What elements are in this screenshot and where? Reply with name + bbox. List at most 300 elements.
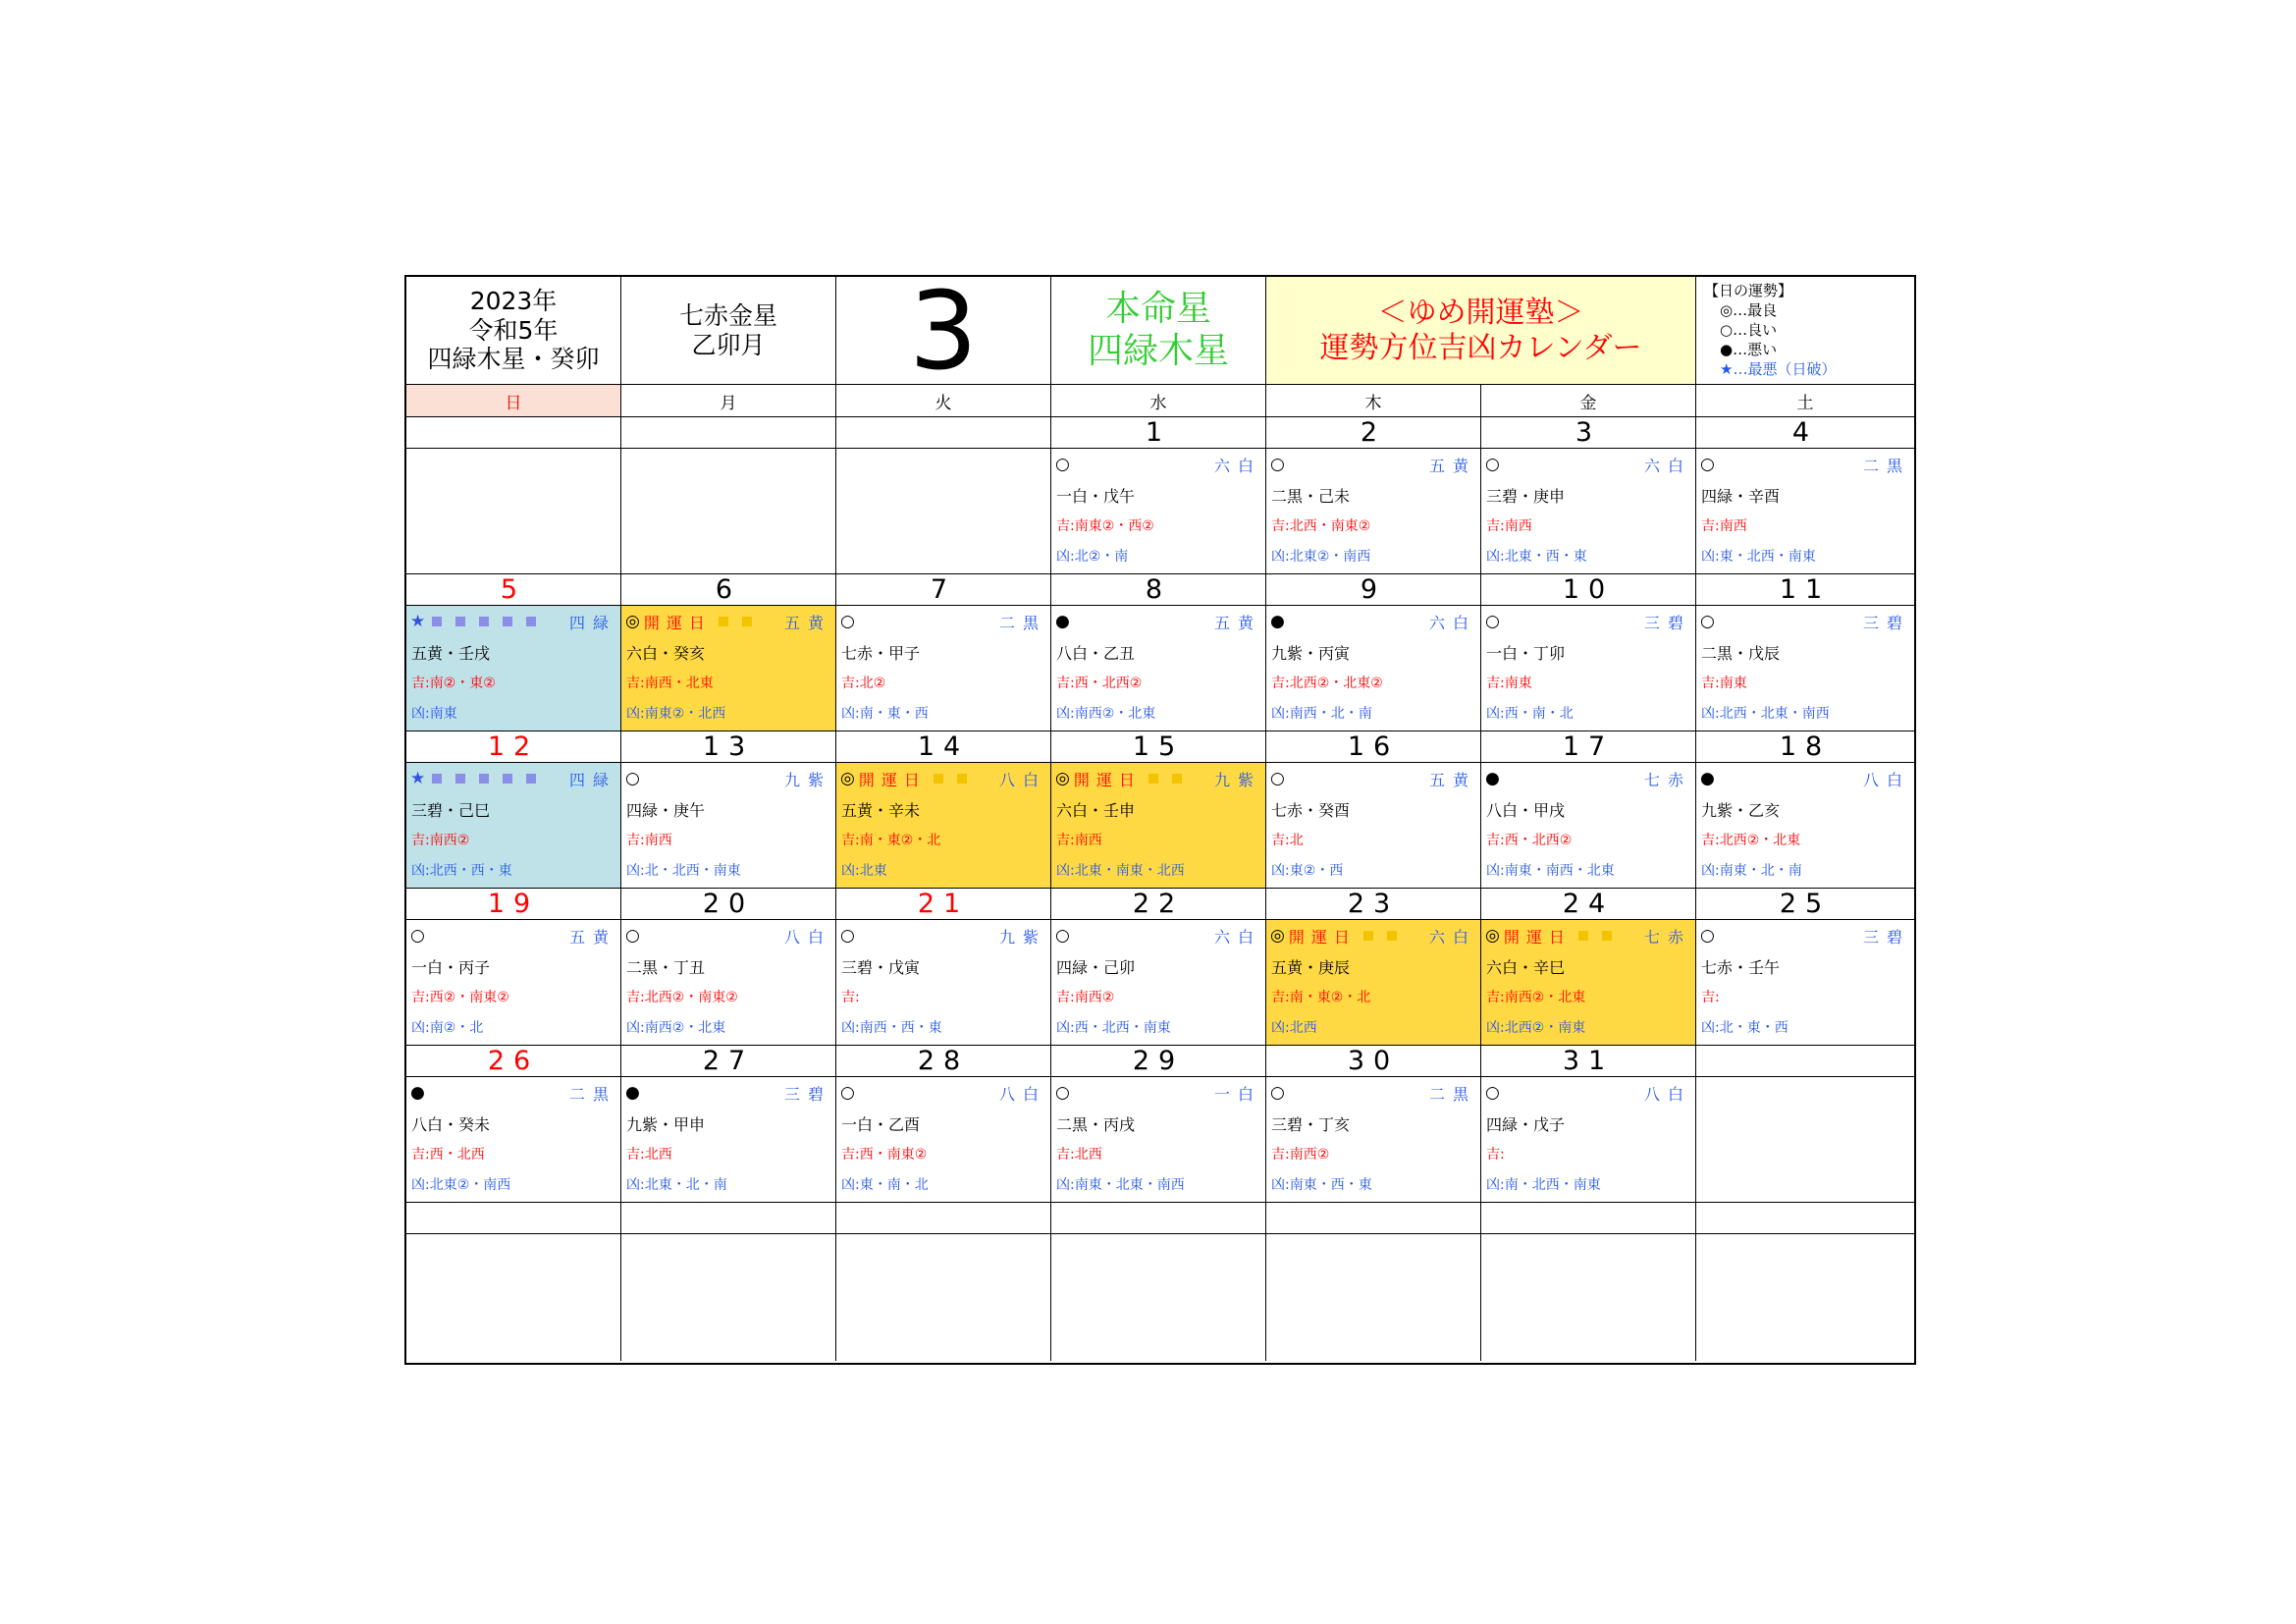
fortune-row: [1055, 610, 1261, 633]
day-cell: [1051, 762, 1266, 888]
fortune-row: [1700, 453, 1910, 476]
nine-star-label: 二黒: [568, 1084, 616, 1104]
kanshi-text: 二黒・丁丑: [626, 958, 706, 977]
lucky-directions: 吉:南西: [626, 833, 672, 848]
nine-star-label: 五黄: [1428, 456, 1476, 475]
day-number-cell: 2: [1266, 416, 1481, 448]
fortune-mark: ●: [1700, 769, 1715, 788]
fortune-left: [840, 768, 974, 790]
square-icon: [455, 774, 465, 784]
kanshi-text: 八白・乙丑: [1056, 644, 1136, 663]
fortune-mark: ○: [1485, 612, 1500, 631]
kanshi-text: 六白・辛巳: [1486, 958, 1566, 977]
day-cell: [836, 1076, 1051, 1202]
day-cell: [406, 1076, 621, 1202]
kanshi-text: 二黒・丙戌: [1056, 1115, 1136, 1134]
nine-star-label: 七赤: [1643, 927, 1691, 947]
unlucky-directions: 凶:西・南・北: [1486, 706, 1574, 722]
day-number-cell: 11: [1696, 573, 1914, 605]
lucky-directions: 吉:南西②: [411, 833, 470, 848]
fortune-left: [1270, 612, 1285, 631]
month-number: 3: [909, 267, 978, 394]
title-main: 運勢方位吉凶カレンダー: [1319, 330, 1642, 365]
day-cell: [1481, 448, 1696, 573]
square-icon: [1602, 931, 1612, 941]
fortune-left: [625, 1083, 640, 1103]
fortune-left: [1055, 455, 1070, 474]
unlucky-directions: 凶:北東②・南西: [1271, 549, 1371, 565]
lucky-directions: 吉:西・北西②: [1486, 833, 1573, 848]
fortune-row: [1700, 610, 1910, 633]
fortune-left: [840, 1083, 855, 1103]
fortune-row: [840, 610, 1046, 633]
lucky-directions: 吉:南東②・西②: [1056, 518, 1154, 534]
day-number-cell: 25: [1696, 888, 1914, 919]
fortune-row: [625, 767, 831, 790]
day-number-cell: 17: [1481, 731, 1696, 762]
day-cell: [836, 448, 1051, 573]
unlucky-directions: 凶:南東②・北西: [626, 706, 726, 722]
day-cell: [1696, 919, 1914, 1045]
nine-star-label: 三碧: [1862, 613, 1910, 632]
day-cell: [836, 1233, 1051, 1361]
kanshi-text: 三碧・庚申: [1486, 487, 1566, 506]
lucky-directions: 吉:南西②: [1056, 990, 1115, 1005]
day-number-cell: [1481, 1202, 1696, 1233]
day-number-cell: 24: [1481, 888, 1696, 919]
legend-best: ◎…最良: [1720, 301, 1778, 319]
fortune-mark: ★: [410, 769, 426, 788]
fortune-row: [840, 1081, 1046, 1105]
unlucky-directions: 凶:南西・西・東: [841, 1020, 942, 1036]
day-cell: [1696, 1076, 1914, 1202]
fortune-left: [625, 769, 640, 788]
fortune-left: [1270, 769, 1285, 788]
lucky-directions: 吉:北西②・北東②: [1271, 676, 1383, 691]
unlucky-directions: 凶:北西・西・東: [411, 863, 512, 879]
day-cell: [1266, 1076, 1481, 1202]
kaiun-label: 開運日: [1073, 770, 1142, 789]
day-cell: [1051, 1233, 1266, 1361]
lucky-directions: 吉:南西・北東: [626, 676, 714, 691]
square-icon: [455, 617, 465, 626]
lucky-directions: 吉:南・東②・北: [841, 833, 941, 848]
nine-star-label: 九紫: [1213, 770, 1261, 789]
unlucky-directions: 凶:北東・南東・北西: [1056, 863, 1185, 879]
lucky-directions: 吉:北西: [1056, 1147, 1102, 1163]
day-number-cell: 6: [621, 573, 836, 605]
fortune-mark: ○: [840, 1083, 855, 1103]
day-number-cell: [1266, 1202, 1481, 1233]
day-number-cell: [406, 416, 621, 448]
fortune-row: [625, 610, 831, 633]
day-number-cell: 30: [1266, 1045, 1481, 1076]
fortune-left: [1055, 768, 1189, 790]
day-cell: [406, 762, 621, 888]
day-number-cell: 7: [836, 573, 1051, 605]
fortune-row: [1485, 924, 1691, 947]
unlucky-directions: 凶:南東・北東・南西: [1056, 1177, 1185, 1193]
unlucky-directions: 凶:北西②・南東: [1486, 1020, 1586, 1036]
legend-title: 【日の運勢】: [1704, 282, 1793, 299]
day-number-cell: 26: [406, 1045, 621, 1076]
unlucky-directions: 凶:北②・南: [1056, 549, 1129, 565]
lucky-directions: 吉:南西: [1701, 518, 1747, 534]
nine-star-label: 七赤: [1643, 770, 1691, 789]
fortune-left: [1700, 769, 1715, 788]
day-number-cell: [836, 416, 1051, 448]
unlucky-directions: 凶:北東・北・南: [626, 1177, 727, 1193]
unlucky-directions: 凶:東・北西・南東: [1701, 549, 1816, 565]
fortune-mark: ○: [625, 926, 640, 946]
nine-star-label: 六白: [1643, 456, 1691, 475]
day-cell: [1481, 762, 1696, 888]
nine-star-label: 六白: [1428, 613, 1476, 632]
fortune-mark: ●: [625, 1083, 640, 1103]
legend-worst: ★…最悪（日破）: [1720, 360, 1837, 378]
square-icon: [1387, 931, 1397, 941]
fortune-left: [1485, 1083, 1500, 1103]
unlucky-directions: 凶:南西②・北東: [626, 1020, 726, 1036]
day-cell: [1481, 919, 1696, 1045]
unlucky-directions: 凶:南・東・西: [841, 706, 929, 722]
day-cell: [406, 1233, 621, 1361]
kanshi-text: 四緑・庚午: [626, 801, 706, 820]
fortune-left: [840, 612, 855, 631]
lucky-directions: 吉:南東: [1701, 676, 1747, 691]
fortune-mark: ○: [1700, 455, 1715, 474]
day-cell: [406, 919, 621, 1045]
month-cell: [836, 267, 1051, 394]
lucky-directions: 吉:南東: [1486, 676, 1532, 691]
kaiun-label: 開運日: [1503, 927, 1572, 947]
day-number-cell: 15: [1051, 731, 1266, 762]
nine-star-label: 六白: [1213, 927, 1261, 947]
day-number-cell: 28: [836, 1045, 1051, 1076]
nine-star-label: 三碧: [783, 1084, 831, 1104]
fortune-left: [1485, 455, 1500, 474]
day-cell: [836, 605, 1051, 731]
fortune-mark: ◎: [1055, 769, 1070, 788]
weekday-5: 金: [1481, 384, 1696, 416]
fortune-mark: ○: [1700, 926, 1715, 946]
day-number-cell: 23: [1266, 888, 1481, 919]
year-line: 2023年: [469, 287, 558, 316]
kanshi-text: 六白・癸亥: [626, 644, 706, 663]
fortune-row: [1700, 767, 1910, 790]
nine-star-label: 八白: [1643, 1084, 1691, 1104]
fortune-left: [410, 769, 543, 788]
unlucky-directions: 凶:北・東・西: [1701, 1020, 1789, 1036]
nine-star-label: 五黄: [783, 613, 831, 632]
fortune-left: [625, 926, 640, 946]
lucky-directions: 吉:西・北西②: [1056, 676, 1143, 691]
nine-star-label: 八白: [998, 770, 1046, 789]
nine-star-label: 九紫: [998, 927, 1046, 947]
kanshi-text: 七赤・甲子: [841, 644, 921, 663]
kanshi-text: 九紫・丙寅: [1271, 644, 1351, 663]
kaiun-label: 開運日: [858, 770, 927, 789]
kanshi-text: 七赤・壬午: [1701, 958, 1781, 977]
day-cell: [1481, 1233, 1696, 1361]
nine-star-label: 五黄: [1213, 613, 1261, 632]
unlucky-directions: 凶:北・北西・南東: [626, 863, 741, 879]
lucky-directions: 吉:南②・東②: [411, 676, 496, 691]
day-cell: [836, 919, 1051, 1045]
day-cell: [621, 762, 836, 888]
fortune-row: [1485, 1081, 1691, 1105]
lucky-directions: 吉:南西②: [1271, 1147, 1330, 1163]
kanshi-text: 五黄・壬戌: [411, 644, 491, 663]
fortune-left: [1055, 1083, 1070, 1103]
nine-star-label: 八白: [783, 927, 831, 947]
fortune-left: [1700, 926, 1715, 946]
unlucky-directions: 凶:北東・西・東: [1486, 549, 1587, 565]
square-icon: [742, 617, 752, 626]
day-cell: [621, 1076, 836, 1202]
day-cell: [1266, 1233, 1481, 1361]
day-number-cell: 3: [1481, 416, 1696, 448]
year-cell: [406, 277, 621, 384]
fortune-left: [1055, 612, 1070, 631]
unlucky-directions: 凶:南・北西・南東: [1486, 1177, 1601, 1193]
nine-star-label: 二黒: [1862, 456, 1910, 475]
day-number-cell: [406, 1202, 621, 1233]
unlucky-directions: 凶:北東: [841, 863, 887, 879]
unlucky-directions: 凶:東②・西: [1271, 863, 1344, 879]
square-icon: [503, 617, 512, 626]
day-cell: [1051, 1076, 1266, 1202]
kanshi-text: 一白・丙子: [411, 958, 491, 977]
unlucky-directions: 凶:北東②・南西: [411, 1177, 511, 1193]
day-cell: [1051, 605, 1266, 731]
day-number-cell: [1696, 1202, 1914, 1233]
fortune-mark: ○: [1270, 1083, 1285, 1103]
nine-star-label: 三碧: [1643, 613, 1691, 632]
fortune-mark: ○: [1485, 1083, 1500, 1103]
kanshi-text: 一白・乙酉: [841, 1115, 921, 1134]
fortune-mark: ◎: [625, 612, 640, 631]
fortune-row: [1055, 924, 1261, 947]
nine-star-label: 四緑: [568, 770, 616, 789]
day-cell: [621, 1233, 836, 1361]
honmei-star: 四緑木星: [1087, 330, 1229, 371]
fortune-mark: ●: [1485, 769, 1500, 788]
fortune-row: [1055, 767, 1261, 790]
era-line: 令和5年: [468, 315, 559, 345]
kanshi-text: 五黄・辛未: [841, 801, 921, 820]
fortune-row: [1270, 767, 1476, 790]
fortune-left: [1055, 926, 1070, 946]
kanshi-text: 一白・戊午: [1056, 487, 1136, 506]
day-number-cell: 1: [1051, 416, 1266, 448]
unlucky-directions: 凶:南東・西・東: [1271, 1177, 1372, 1193]
fortune-left: [1270, 455, 1285, 474]
honmei-cell: [1051, 277, 1266, 384]
fortune-mark: ○: [1485, 455, 1500, 474]
day-cell: [1696, 762, 1914, 888]
day-number-cell: 12: [406, 731, 621, 762]
legend-good: ○…良い: [1720, 321, 1778, 339]
unlucky-directions: 凶:北西: [1271, 1020, 1317, 1036]
square-icon: [1148, 774, 1158, 784]
fortune-left: [1700, 455, 1715, 474]
nine-star-label: 一白: [1213, 1084, 1261, 1104]
nine-star-label: 六白: [1428, 927, 1476, 947]
weekday-1: 月: [621, 384, 836, 416]
kanshi-text: 四緑・戊子: [1486, 1115, 1566, 1134]
kanshi-text: 三碧・戊寅: [841, 958, 921, 977]
fortune-row: [840, 767, 1046, 790]
kanshi-text: 七赤・癸酉: [1271, 801, 1351, 820]
square-icon: [1363, 931, 1373, 941]
lucky-directions: 吉:北: [1271, 833, 1304, 848]
fortune-mark: ★: [410, 612, 426, 631]
fortune-mark: ○: [840, 612, 855, 631]
day-cell: [836, 762, 1051, 888]
lucky-directions: 吉:西・北西: [411, 1147, 485, 1163]
nine-star-label: 六白: [1213, 456, 1261, 475]
square-icon: [479, 617, 489, 626]
fortune-left: [625, 611, 759, 633]
day-number-cell: [1051, 1202, 1266, 1233]
fortune-left: [1485, 925, 1619, 947]
day-number-cell: 31: [1481, 1045, 1696, 1076]
day-cell: [1266, 762, 1481, 888]
lucky-directions: 吉:南西: [1056, 833, 1102, 848]
lucky-directions: 吉:北西②・北東: [1701, 833, 1801, 848]
fortune-row: [1270, 453, 1476, 476]
day-cell: [1696, 605, 1914, 731]
lucky-directions: 吉:北西: [626, 1147, 672, 1163]
fortune-left: [410, 926, 425, 946]
fortune-left: [1485, 769, 1500, 788]
day-number-cell: 8: [1051, 573, 1266, 605]
day-number-cell: 27: [621, 1045, 836, 1076]
weekday-4: 木: [1266, 384, 1481, 416]
fortune-mark: ○: [1700, 612, 1715, 631]
nine-star-label: 五黄: [568, 927, 616, 947]
day-number-cell: [836, 1202, 1051, 1233]
fortune-row: [410, 767, 616, 790]
square-icon: [432, 774, 442, 784]
day-number-cell: 18: [1696, 731, 1914, 762]
square-icon: [934, 774, 943, 784]
square-icon: [526, 617, 536, 626]
kanshi-text: 三碧・己巳: [411, 801, 491, 820]
day-cell: [1051, 448, 1266, 573]
title-school: ＜ゆめ開運塾＞: [1377, 296, 1584, 331]
day-number-cell: 20: [621, 888, 836, 919]
lucky-directions: 吉:南西②・北東: [1486, 990, 1586, 1005]
nine-star-label: 二黒: [998, 613, 1046, 632]
square-icon: [526, 774, 536, 784]
day-number-cell: 4: [1696, 416, 1914, 448]
fortune-row: [1270, 610, 1476, 633]
kanshi-text: 一白・丁卯: [1486, 644, 1566, 663]
fortune-row: [1055, 1081, 1261, 1105]
fortune-left: [1485, 612, 1500, 631]
fortune-mark: ●: [410, 1083, 425, 1103]
kanshi-text: 八白・甲戌: [1486, 801, 1566, 820]
lucky-directions: 吉:西②・南東②: [411, 990, 509, 1005]
lucky-directions: 吉:西・南東②: [841, 1147, 928, 1163]
square-icon: [957, 774, 967, 784]
kanshi-text: 五黄・庚辰: [1271, 958, 1351, 977]
day-number-cell: 22: [1051, 888, 1266, 919]
fortune-mark: ○: [1055, 455, 1070, 474]
fortune-row: [625, 1081, 831, 1105]
unlucky-directions: 凶:南西・北・南: [1271, 706, 1372, 722]
unlucky-directions: 凶:東・南・北: [841, 1177, 929, 1193]
fortune-left: [410, 1083, 425, 1103]
fortune-left: [1270, 1083, 1285, 1103]
square-icon: [503, 774, 512, 784]
fortune-row: [1055, 453, 1261, 476]
fortune-mark: ●: [1270, 612, 1285, 631]
fortune-mark: ◎: [1270, 926, 1285, 946]
day-number-cell: 13: [621, 731, 836, 762]
lucky-directions: 吉:北西・南東②: [1271, 518, 1371, 534]
month-star-cell: [621, 277, 836, 384]
fortune-mark: ○: [410, 926, 425, 946]
weekday-3: 水: [1051, 384, 1266, 416]
fortune-left: [1270, 925, 1404, 947]
kanshi-text: 二黒・己未: [1271, 487, 1351, 506]
fortune-left: [1700, 612, 1715, 631]
day-number-cell: 14: [836, 731, 1051, 762]
month-kanshi-line: 乙卯月: [691, 330, 766, 359]
kanshi-text: 八白・癸未: [411, 1115, 491, 1134]
kanshi-text: 二黒・戊辰: [1701, 644, 1781, 663]
fortune-row: [410, 924, 616, 947]
fortune-mark: ◎: [1485, 926, 1500, 946]
year-star-line: 四緑木星・癸卯: [427, 345, 600, 374]
fortune-mark: ○: [1270, 455, 1285, 474]
day-cell: [1696, 1233, 1914, 1361]
legend-cell: [1696, 277, 1914, 384]
nine-star-label: 四緑: [568, 613, 616, 632]
nine-star-label: 三碧: [1862, 927, 1910, 947]
day-number-cell: 16: [1266, 731, 1481, 762]
day-cell: [1266, 448, 1481, 573]
kanshi-text: 三碧・丁亥: [1271, 1115, 1351, 1134]
day-number-cell: 9: [1266, 573, 1481, 605]
weekday-2: 火: [836, 384, 1051, 416]
lucky-directions: 吉:: [841, 990, 860, 1005]
fortune-row: [410, 1081, 616, 1105]
fortune-left: [840, 926, 855, 946]
nine-star-label: 八白: [1862, 770, 1910, 789]
month-star-line: 七赤金星: [678, 301, 777, 330]
fortune-row: [410, 610, 616, 633]
unlucky-directions: 凶:南東: [411, 706, 457, 722]
nine-star-label: 九紫: [783, 770, 831, 789]
fortune-row: [1485, 453, 1691, 476]
title-cell: [1266, 277, 1696, 384]
lucky-directions: 吉:南・東②・北: [1271, 990, 1371, 1005]
nine-star-label: 八白: [998, 1084, 1046, 1104]
nine-star-label: 五黄: [1428, 770, 1476, 789]
lucky-directions: 吉:南西: [1486, 518, 1532, 534]
fortune-row: [840, 924, 1046, 947]
calendar: [404, 267, 1916, 1365]
day-cell: [621, 448, 836, 573]
fortune-row: [1700, 924, 1910, 947]
day-cell: [406, 605, 621, 731]
fortune-mark: ○: [1055, 1083, 1070, 1103]
day-cell: [1051, 919, 1266, 1045]
